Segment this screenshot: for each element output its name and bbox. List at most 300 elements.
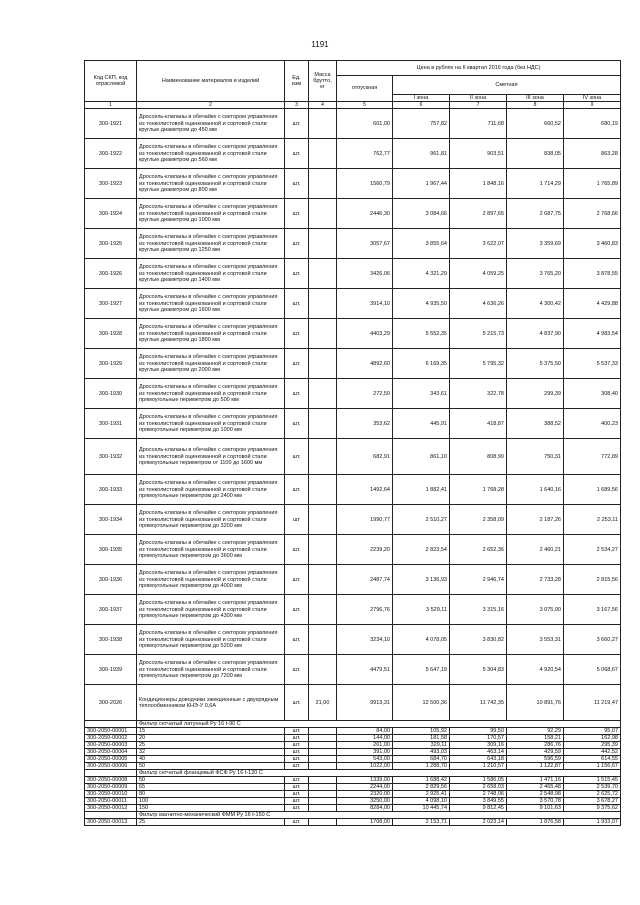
header-otpusknaya: отпускная	[337, 76, 393, 102]
header-price-title: Цена в рублях на II квартал 2016 года (без НДС)	[337, 61, 621, 76]
row-price: 3426,06	[337, 259, 393, 289]
group-header-row	[85, 721, 621, 728]
table-row	[85, 749, 621, 756]
row-zone3: 429,59	[507, 749, 564, 756]
row-zone2: 1 210,57	[450, 763, 507, 770]
row-zone3: 4 920,54	[507, 655, 564, 685]
row-code: 300-1938	[85, 625, 137, 655]
row-unit: шт.	[285, 791, 309, 798]
table-row	[85, 763, 621, 770]
row-code: 300-2050-00011	[85, 798, 137, 805]
header-smetnaya: Сметная	[393, 76, 621, 95]
row-zone1: 181,58	[393, 735, 450, 742]
row-price: 8284,00	[337, 805, 393, 812]
table-row	[85, 625, 621, 655]
row-name: 150	[137, 805, 285, 812]
row-price: 144,00	[337, 735, 393, 742]
row-code: 300-1928	[85, 319, 137, 349]
row-mass	[309, 784, 337, 791]
row-mass	[309, 565, 337, 595]
row-zone2: 5 795,32	[450, 349, 507, 379]
row-price: 4403,29	[337, 319, 393, 349]
row-zone4: 2 815,56	[564, 565, 621, 595]
row-zone3: 838,05	[507, 139, 564, 169]
row-unit: шт.	[285, 319, 309, 349]
table-row	[85, 349, 621, 379]
row-name: Дроссель-клапаны в обечайке с сектором управления из тонколистовой оцинкованной и сортовой стали круглые диаметром до 800 мм	[137, 169, 285, 199]
row-zone1: 3 855,64	[393, 229, 450, 259]
row-zone4: 5 068,67	[564, 655, 621, 685]
row-code: 300-1932	[85, 439, 137, 475]
row-mass	[309, 735, 337, 742]
row-price: 1339,00	[337, 777, 393, 784]
row-name: Дроссель-клапаны в обечайке с сектором управления из тонколистовой оцинкованной и сортовой стали прямоугольные периметром до 500 мм	[137, 379, 285, 409]
row-unit: шт.	[285, 535, 309, 565]
row-name: Дроссель-клапаны в обечайке с сектором управления из тонколистовой оцинкованной и сортовой стали прямоугольные периметром до 3200 мм	[137, 505, 285, 535]
row-unit: шт.	[285, 728, 309, 735]
row-name: Дроссель-клапаны в обечайке с сектором управления из тонколистовой оцинкованной и сортовой стали прямоугольные периметром до 4300 мм	[137, 595, 285, 625]
row-price: 1708,00	[337, 819, 393, 826]
row-zone3: 5 375,50	[507, 349, 564, 379]
header-zone3: III зона	[507, 94, 564, 101]
row-code: 300-2050-00013	[85, 819, 137, 826]
row-name: 20	[137, 735, 285, 742]
column-number: 6	[393, 102, 450, 109]
row-name: 50	[137, 763, 285, 770]
table-row	[85, 199, 621, 229]
row-code: 300-1925	[85, 229, 137, 259]
row-zone3: 3 359,69	[507, 229, 564, 259]
table-row	[85, 409, 621, 439]
row-price: 2244,00	[337, 784, 393, 791]
row-price: 601,00	[337, 109, 393, 139]
column-number: 5	[337, 102, 393, 109]
row-unit: шт.	[285, 819, 309, 826]
row-name: Кондиционеры доводчики эжекционные с двухрядным теплообменником КНЭ-У 0,6А	[137, 685, 285, 721]
row-code: 300-2050-00010	[85, 791, 137, 798]
row-zone3: 2 548,98	[507, 791, 564, 798]
row-code: 300-2050-00008	[85, 777, 137, 784]
row-zone3: 3 075,00	[507, 595, 564, 625]
row-zone4: 863,28	[564, 139, 621, 169]
row-zone1: 5 647,19	[393, 655, 450, 685]
group-blank	[85, 770, 137, 777]
row-zone4: 3 460,83	[564, 229, 621, 259]
row-zone1: 3 529,11	[393, 595, 450, 625]
row-unit: шт.	[285, 439, 309, 475]
row-mass	[309, 595, 337, 625]
row-price: 762,77	[337, 139, 393, 169]
row-zone1: 3 136,93	[393, 565, 450, 595]
row-zone4: 1 515,45	[564, 777, 621, 784]
row-zone2: 322,78	[450, 379, 507, 409]
row-unit: шт.	[285, 139, 309, 169]
row-price: 84,00	[337, 728, 393, 735]
row-zone2: 99,50	[450, 728, 507, 735]
table-row	[85, 756, 621, 763]
column-number: 1	[85, 102, 137, 109]
row-mass	[309, 655, 337, 685]
table-row	[85, 379, 621, 409]
row-zone4: 2 768,66	[564, 199, 621, 229]
row-name: Дроссель-клапаны в обечайке с сектором управления из тонколистовой оцинкованной и сортовой стали круглые диаметром до 1400 мм	[137, 259, 285, 289]
row-zone1: 1 882,41	[393, 475, 450, 505]
row-zone1: 1 688,42	[393, 777, 450, 784]
row-unit: шт.	[285, 777, 309, 784]
header-zone4: IV зона	[564, 94, 621, 101]
row-zone3: 2 465,48	[507, 784, 564, 791]
row-unit: шт.	[285, 409, 309, 439]
row-zone2: 5 304,83	[450, 655, 507, 685]
row-price: 353,62	[337, 409, 393, 439]
row-mass	[309, 749, 337, 756]
row-name: Дроссель-клапаны в обечайке с сектором управления из тонколистовой оцинкованной и сортовой стали круглые диаметром до 1800 мм	[137, 319, 285, 349]
row-price: 391,00	[337, 749, 393, 756]
row-name: 25	[137, 819, 285, 826]
group-title: Фильтр сетчатый латунный Ру 16 t-90 С	[137, 721, 621, 728]
table-row	[85, 728, 621, 735]
row-price: 272,50	[337, 379, 393, 409]
row-price: 1022,00	[337, 763, 393, 770]
table-row	[85, 735, 621, 742]
row-zone4: 400,23	[564, 409, 621, 439]
row-zone3: 92,29	[507, 728, 564, 735]
table-row	[85, 798, 621, 805]
row-zone2: 309,16	[450, 742, 507, 749]
row-unit: шт.	[285, 763, 309, 770]
row-name: 100	[137, 798, 285, 805]
table-row	[85, 229, 621, 259]
row-zone1: 2 510,27	[393, 505, 450, 535]
table-row	[85, 475, 621, 505]
row-zone4: 3 878,55	[564, 259, 621, 289]
row-mass	[309, 349, 337, 379]
row-zone4: 3 678,27	[564, 798, 621, 805]
row-zone1: 493,03	[393, 749, 450, 756]
row-price: 9913,31	[337, 685, 393, 721]
row-code: 300-2026	[85, 685, 137, 721]
row-mass: 21,00	[309, 685, 337, 721]
table-row	[85, 685, 621, 721]
header-mass: Масса брутто, кг	[309, 61, 337, 102]
row-code: 300-1921	[85, 109, 137, 139]
row-price: 1492,64	[337, 475, 393, 505]
row-zone2: 1 848,16	[450, 169, 507, 199]
row-unit: шт.	[285, 229, 309, 259]
column-number: 4	[309, 102, 337, 109]
row-name: Дроссель-клапаны в обечайке с сектором управления из тонколистовой оцинкованной и сортовой стали прямоугольные периметром до 4000 мм	[137, 565, 285, 595]
row-zone4: 4 983,54	[564, 319, 621, 349]
row-mass	[309, 819, 337, 826]
row-price: 2487,74	[337, 565, 393, 595]
row-zone4: 442,52	[564, 749, 621, 756]
row-mass	[309, 439, 337, 475]
table-row	[85, 535, 621, 565]
row-unit: шт.	[285, 199, 309, 229]
row-zone4: 614,55	[564, 756, 621, 763]
row-code: 300-1922	[85, 139, 137, 169]
row-mass	[309, 535, 337, 565]
table-row	[85, 784, 621, 791]
row-name: Дроссель-клапаны в обечайке с сектором управления из тонколистовой оцинкованной и сортовой стали круглые диаметром до 2000 мм	[137, 349, 285, 379]
row-code: 300-1939	[85, 655, 137, 685]
table-row	[85, 742, 621, 749]
column-number: 3	[285, 102, 309, 109]
header-zone2: II зона	[450, 94, 507, 101]
row-zone4: 5 537,33	[564, 349, 621, 379]
row-name: 15	[137, 728, 285, 735]
row-zone1: 861,10	[393, 439, 450, 475]
row-zone1: 4 098,10	[393, 798, 450, 805]
table-row	[85, 805, 621, 812]
row-zone1: 4 321,29	[393, 259, 450, 289]
row-zone1: 445,91	[393, 409, 450, 439]
row-zone2: 11 742,35	[450, 685, 507, 721]
row-unit: шт.	[285, 798, 309, 805]
row-unit: шт.	[285, 625, 309, 655]
row-zone4: 9 375,62	[564, 805, 621, 812]
table-body	[85, 109, 621, 826]
row-zone1: 684,70	[393, 756, 450, 763]
row-mass	[309, 169, 337, 199]
row-zone2: 2 358,09	[450, 505, 507, 535]
row-mass	[309, 756, 337, 763]
row-zone4: 3 660,27	[564, 625, 621, 655]
row-zone3: 1 640,16	[507, 475, 564, 505]
row-code: 300-1935	[85, 535, 137, 565]
row-zone3: 1 471,16	[507, 777, 564, 784]
row-zone3: 2 687,75	[507, 199, 564, 229]
row-unit: шт.	[285, 742, 309, 749]
row-name: Дроссель-клапаны в обечайке с сектором управления из тонколистовой оцинкованной и сортовой стали прямоугольные периметром до 7200 мм	[137, 655, 285, 685]
row-zone1: 2 925,41	[393, 791, 450, 798]
row-price: 3250,00	[337, 798, 393, 805]
row-zone2: 2 946,74	[450, 565, 507, 595]
row-unit: шт.	[285, 784, 309, 791]
row-zone2: 3 315,16	[450, 595, 507, 625]
row-zone4: 1 765,89	[564, 169, 621, 199]
row-price: 1560,79	[337, 169, 393, 199]
row-zone4: 162,98	[564, 735, 621, 742]
row-unit: шт.	[285, 805, 309, 812]
row-zone3: 2 460,21	[507, 535, 564, 565]
row-zone1: 10 445,74	[393, 805, 450, 812]
row-zone2: 808,90	[450, 439, 507, 475]
row-price: 2320,00	[337, 791, 393, 798]
row-name: Дроссель-клапаны в обечайке с сектором управления из тонколистовой оцинкованной и сортовой стали прямоугольные периметром от 1100 до 1600 мм	[137, 439, 285, 475]
row-mass	[309, 409, 337, 439]
row-zone2: 4 059,25	[450, 259, 507, 289]
row-zone2: 3 849,55	[450, 798, 507, 805]
row-zone3: 9 101,63	[507, 805, 564, 812]
row-unit: шт.	[285, 379, 309, 409]
table-row	[85, 505, 621, 535]
row-unit: шт.	[285, 475, 309, 505]
row-zone1: 105,92	[393, 728, 450, 735]
row-zone3: 158,21	[507, 735, 564, 742]
row-zone2: 2 023,14	[450, 819, 507, 826]
row-mass	[309, 199, 337, 229]
row-code: 300-1934	[85, 505, 137, 535]
row-zone3: 299,39	[507, 379, 564, 409]
row-zone4: 4 429,88	[564, 289, 621, 319]
row-zone4: 295,39	[564, 742, 621, 749]
row-zone1: 3 084,66	[393, 199, 450, 229]
row-code: 300-2050-00005	[85, 756, 137, 763]
row-name: Дроссель-клапаны в обечайке с сектором управления из тонколистовой оцинкованной и сортовой стали прямоугольные периметром до 2400 мм	[137, 475, 285, 505]
row-zone3: 3 570,78	[507, 798, 564, 805]
row-mass	[309, 475, 337, 505]
row-zone1: 2 829,56	[393, 784, 450, 791]
row-zone2: 903,51	[450, 139, 507, 169]
row-zone1: 12 500,36	[393, 685, 450, 721]
row-unit: шт.	[285, 109, 309, 139]
row-zone3: 1 122,87	[507, 763, 564, 770]
row-code: 300-2050-00009	[85, 784, 137, 791]
row-zone3: 596,59	[507, 756, 564, 763]
row-price: 1990,77	[337, 505, 393, 535]
row-zone3: 2 733,28	[507, 565, 564, 595]
table-row	[85, 439, 621, 475]
row-zone2: 9 812,45	[450, 805, 507, 812]
header-unit: Ед. изм	[285, 61, 309, 102]
row-zone3: 1 876,58	[507, 819, 564, 826]
row-zone4: 2 253,11	[564, 505, 621, 535]
row-zone1: 2 153,71	[393, 819, 450, 826]
row-zone2: 1 768,28	[450, 475, 507, 505]
row-unit: шт.	[285, 749, 309, 756]
row-zone2: 711,68	[450, 109, 507, 139]
row-zone3: 286,76	[507, 742, 564, 749]
row-mass	[309, 139, 337, 169]
row-zone3: 3 553,31	[507, 625, 564, 655]
header-code: Код СКП, код отраслевой	[85, 61, 137, 102]
row-name: 50	[137, 777, 285, 784]
table-row	[85, 139, 621, 169]
row-mass	[309, 798, 337, 805]
row-code: 300-1936	[85, 565, 137, 595]
row-zone1: 4 935,50	[393, 289, 450, 319]
group-header-row	[85, 770, 621, 777]
row-zone1: 757,82	[393, 109, 450, 139]
row-name: 25	[137, 742, 285, 749]
column-number: 2	[137, 102, 285, 109]
row-mass	[309, 289, 337, 319]
row-unit: шт.	[285, 756, 309, 763]
row-name: Дроссель-клапаны в обечайке с сектором управления из тонколистовой оцинкованной и сортовой стали круглые диаметром до 1000 мм	[137, 199, 285, 229]
group-header-row	[85, 812, 621, 819]
row-zone4: 1 689,56	[564, 475, 621, 505]
row-zone3: 3 765,20	[507, 259, 564, 289]
row-zone2: 418,87	[450, 409, 507, 439]
row-zone1: 1 288,70	[393, 763, 450, 770]
row-zone1: 6 169,35	[393, 349, 450, 379]
row-name: Дроссель-клапаны в обечайке с сектором управления из тонколистовой оцинкованной и сортовой стали круглые диаметром до 560 мм	[137, 139, 285, 169]
row-name: Дроссель-клапаны в обечайке с сектором управления из тонколистовой оцинкованной и сортовой стали прямоугольные периметром до 1000 мм	[137, 409, 285, 439]
row-price: 4892,60	[337, 349, 393, 379]
header-zone1: I зона	[393, 94, 450, 101]
row-zone4: 308,40	[564, 379, 621, 409]
row-code: 300-2050-00006	[85, 763, 137, 770]
row-zone4: 2 534,27	[564, 535, 621, 565]
row-name: Дроссель-клапаны в обечайке с сектором управления из тонколистовой оцинкованной и сортовой стали круглые диаметром до 1600 мм	[137, 289, 285, 319]
row-mass	[309, 763, 337, 770]
row-code: 300-1929	[85, 349, 137, 379]
row-mass	[309, 319, 337, 349]
row-price: 4479,51	[337, 655, 393, 685]
row-mass	[309, 109, 337, 139]
table-row	[85, 289, 621, 319]
table-row	[85, 565, 621, 595]
row-name: 32	[137, 749, 285, 756]
row-price: 2239,20	[337, 535, 393, 565]
page-number: 1191	[311, 40, 329, 49]
row-zone2: 3 830,82	[450, 625, 507, 655]
row-unit: шт.	[285, 289, 309, 319]
row-zone4: 1 933,07	[564, 819, 621, 826]
row-zone1: 343,61	[393, 379, 450, 409]
table-row	[85, 109, 621, 139]
row-code: 300-2050-00012	[85, 805, 137, 812]
row-unit: шт.	[285, 735, 309, 742]
row-zone1: 1 967,44	[393, 169, 450, 199]
row-zone2: 2 658,03	[450, 784, 507, 791]
row-mass	[309, 379, 337, 409]
group-blank	[85, 721, 137, 728]
row-code: 300-1923	[85, 169, 137, 199]
row-name: Дроссель-клапаны в обечайке с сектором управления из тонколистовой оцинкованной и сортовой стали круглые диаметром до 450 мм	[137, 109, 285, 139]
row-zone2: 2 652,36	[450, 535, 507, 565]
row-code: 300-1927	[85, 289, 137, 319]
row-zone4: 1 156,67	[564, 763, 621, 770]
row-code: 300-1924	[85, 199, 137, 229]
row-mass	[309, 625, 337, 655]
row-zone1: 5 552,35	[393, 319, 450, 349]
header-name: Наименование материалов и изделий	[137, 61, 285, 102]
row-mass	[309, 505, 337, 535]
row-zone2: 1 586,05	[450, 777, 507, 784]
row-zone2: 643,18	[450, 756, 507, 763]
row-unit: шт	[285, 505, 309, 535]
row-unit: шт.	[285, 259, 309, 289]
row-zone3: 4 837,90	[507, 319, 564, 349]
row-zone4: 3 167,56	[564, 595, 621, 625]
group-title: Фильтр магнитно-механический ФММ Ру 16 t-150 С	[137, 812, 621, 819]
column-number-row	[85, 102, 621, 109]
row-price: 682,91	[337, 439, 393, 475]
row-code: 300-1931	[85, 409, 137, 439]
row-zone3: 388,52	[507, 409, 564, 439]
row-code: 300-2050-00004	[85, 749, 137, 756]
row-zone1: 961,81	[393, 139, 450, 169]
row-name: 65	[137, 784, 285, 791]
table-row	[85, 319, 621, 349]
row-code: 300-1933	[85, 475, 137, 505]
row-unit: шт.	[285, 565, 309, 595]
row-zone2: 2 748,06	[450, 791, 507, 798]
row-zone3: 2 187,26	[507, 505, 564, 535]
row-unit: шт.	[285, 595, 309, 625]
row-code: 300-1926	[85, 259, 137, 289]
row-zone4: 2 539,70	[564, 784, 621, 791]
row-zone2: 4 636,26	[450, 289, 507, 319]
price-table	[84, 60, 621, 826]
row-zone4: 772,89	[564, 439, 621, 475]
row-code: 300-2050-00003	[85, 742, 137, 749]
row-zone4: 11 219,47	[564, 685, 621, 721]
group-title: Фильтр сетчатый фланцевый ФСФ Ру 16 t-120 С	[137, 770, 621, 777]
column-number: 8	[507, 102, 564, 109]
